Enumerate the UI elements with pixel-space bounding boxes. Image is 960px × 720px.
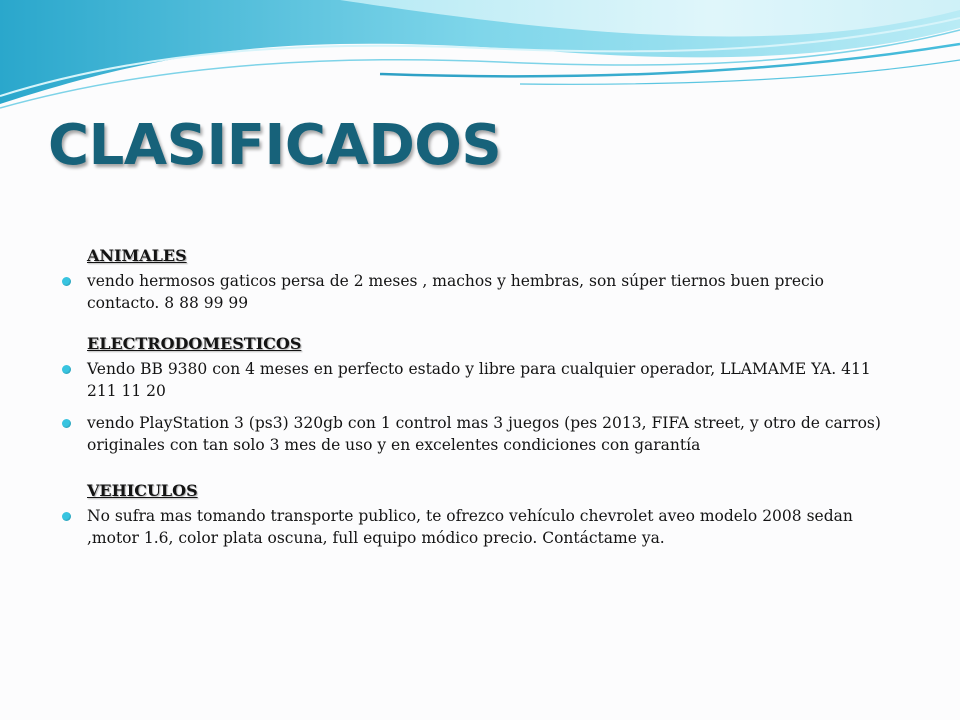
bullet-icon [62, 512, 71, 521]
item-text: vendo PlayStation 3 (ps3) 320gb con 1 control mas 3 juegos (pes 2013, FIFA street, y otro de carros) originales con tan solo 3 mes de uso y en excelentes condiciones con garantía [87, 414, 881, 454]
list-item [56, 270, 900, 314]
bullet-icon [62, 365, 71, 374]
page-title: CLASIFICADOS [48, 113, 502, 178]
classifieds-content [56, 245, 900, 559]
section-animales [56, 245, 900, 314]
section-vehiculos [56, 480, 900, 549]
list-item [56, 505, 900, 549]
item-text: No sufra mas tomando transporte publico, te ofrezco vehículo chevrolet aveo modelo 2008 sedan ,motor 1.6, color plata oscuna, full equipo módico precio. Contáctame ya. [87, 507, 853, 547]
bullet-icon [62, 419, 71, 428]
section-heading: ANIMALES [87, 246, 187, 265]
item-text: Vendo BB 9380 con 4 meses en perfecto estado y libre para cualquier operador, LLAMAME YA. 411 211 11 20 [87, 360, 871, 400]
list-item [56, 358, 900, 402]
section-heading: ELECTRODOMESTICOS [87, 334, 302, 353]
section-heading: VEHICULOS [87, 481, 198, 500]
item-text: vendo hermosos gaticos persa de 2 meses , machos y hembras, son súper tiernos buen precio contacto. 8 88 99 99 [87, 272, 824, 312]
bullet-icon [62, 277, 71, 286]
header-wave-decoration [0, 0, 960, 120]
section-electrodomesticos [56, 333, 900, 456]
list-item [56, 412, 900, 456]
